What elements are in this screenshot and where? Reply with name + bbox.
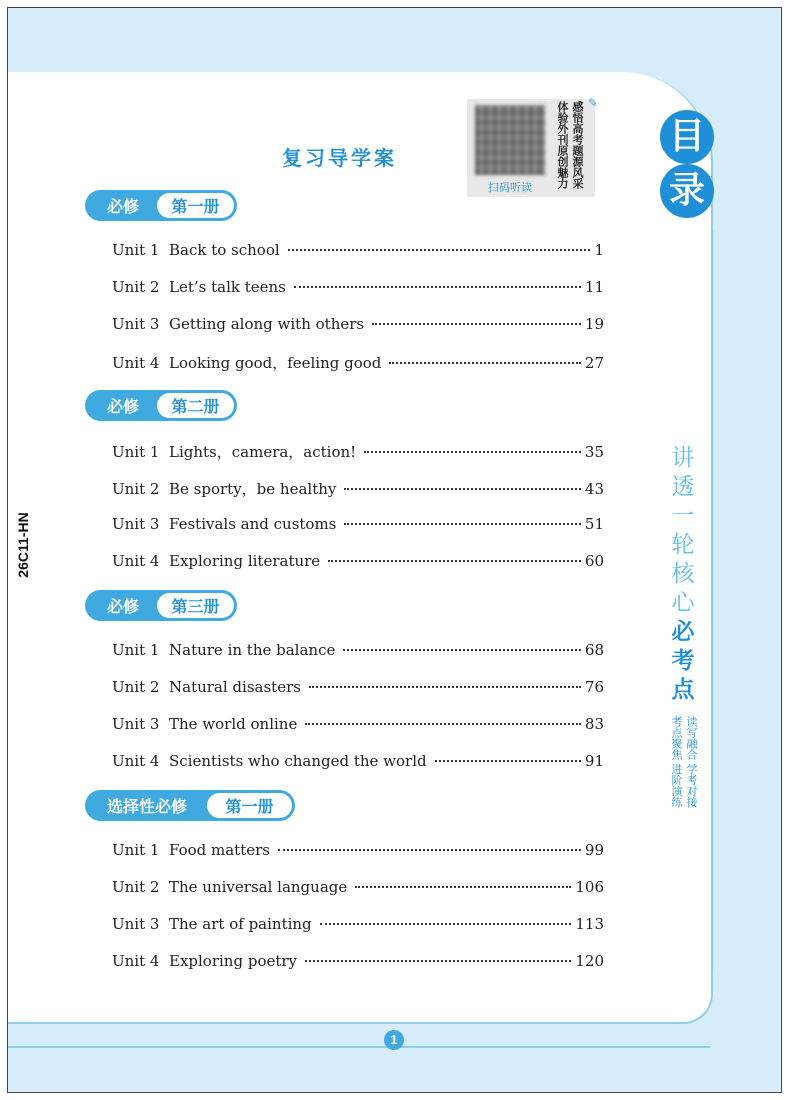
toc-page: 27 [584, 354, 604, 372]
toc-page: 83 [584, 715, 604, 733]
toc-leader [305, 960, 571, 962]
side-code: 26C11-HN [15, 512, 31, 578]
slogan-char: 核 [671, 561, 695, 587]
toc-unit: Unit 3 [112, 315, 160, 333]
toc-leader [320, 923, 572, 925]
toc-leader [343, 649, 581, 651]
slogan-char: 考 [671, 648, 695, 674]
toc-row[interactable] [112, 878, 604, 898]
qr-slogan-2: 体验外刊原创魅力 [556, 101, 569, 189]
slogan-char: 轮 [671, 532, 695, 558]
toc-unit: Unit 4 [112, 752, 160, 770]
toc-title: Exploring literature [169, 552, 321, 570]
section-tag-label: 选择性必修 [107, 797, 188, 816]
toc-unit: Unit 1 [112, 443, 160, 461]
toc-page: 68 [584, 641, 604, 659]
toc-row[interactable] [112, 552, 604, 572]
section-tag-label: 必修 [107, 197, 140, 216]
section-volume: 第三册 [156, 592, 235, 619]
toc-char-top: 目 [660, 110, 714, 164]
toc-row[interactable] [112, 641, 604, 661]
toc-page: 1 [594, 241, 604, 259]
side-subtext-2-label: 考点聚焦 进阶演练 [670, 716, 683, 808]
toc-unit: Unit 3 [112, 915, 160, 933]
toc-unit: Unit 1 [112, 241, 160, 259]
toc-title: Natural disasters [169, 678, 301, 696]
toc-leader [305, 723, 581, 725]
page-title: 复习导学案 [282, 146, 397, 170]
toc-page: 76 [584, 678, 604, 696]
section-tag-3 [85, 590, 237, 621]
side-slogan [666, 444, 700, 705]
side-subtext-2 [669, 716, 683, 808]
toc-row[interactable] [112, 478, 604, 498]
toc-title: Looking good，feeling good [169, 354, 382, 372]
section-tag-label: 必修 [107, 597, 140, 616]
toc-row[interactable] [112, 515, 604, 535]
slogan-char: 必 [671, 619, 695, 645]
toc-title: Back to school [169, 241, 280, 259]
toc-leader [309, 686, 581, 688]
toc-row[interactable] [112, 278, 604, 298]
section-tag-1 [85, 190, 237, 221]
toc-page: 120 [575, 952, 604, 970]
section-tag-4 [85, 790, 295, 821]
bottom-rule [8, 1046, 710, 1048]
toc-row[interactable] [112, 752, 604, 772]
toc-leader [389, 362, 581, 364]
toc-unit: Unit 4 [112, 552, 160, 570]
toc-leader [372, 323, 581, 325]
toc-unit: Unit 2 [112, 878, 160, 896]
toc-page: 60 [584, 552, 604, 570]
qr-label: 扫码听读 [488, 181, 532, 194]
section-volume: 第二册 [156, 392, 235, 419]
slogan-char: 讲 [671, 445, 695, 471]
toc-title: Be sporty，be healthy [169, 480, 337, 498]
toc-title: Lights，camera，action! [169, 443, 357, 461]
toc-page: 99 [584, 841, 604, 859]
toc-row[interactable] [112, 952, 604, 972]
toc-unit: Unit 2 [112, 278, 160, 296]
toc-row[interactable] [112, 915, 604, 935]
decorative-stripes [667, 312, 695, 408]
slogan-char: 点 [671, 677, 695, 703]
toc-leader [278, 849, 581, 851]
side-subtext-1 [684, 716, 698, 808]
toc-title: The universal language [169, 878, 348, 896]
section-volume: 第一册 [156, 192, 235, 219]
toc-row[interactable] [112, 715, 604, 735]
section-tag-label: 必修 [107, 397, 140, 416]
toc-char-bottom: 录 [660, 164, 714, 218]
toc-title: Nature in the balance [169, 641, 336, 659]
toc-row[interactable] [112, 315, 604, 335]
toc-leader [288, 249, 591, 251]
toc-page: 35 [584, 443, 604, 461]
toc-row[interactable] [112, 841, 604, 861]
toc-unit: Unit 2 [112, 678, 160, 696]
qr-slogan-1: 感悟高考题源风采 [571, 101, 584, 189]
toc-row[interactable] [112, 352, 604, 372]
toc-title: The world online [169, 715, 298, 733]
toc-page: 113 [575, 915, 604, 933]
slogan-char: 透 [671, 474, 695, 500]
toc-page: 11 [584, 278, 604, 296]
toc-title: Scientists who changed the world [169, 752, 427, 770]
toc-unit: Unit 1 [112, 841, 160, 859]
toc-title: Exploring poetry [169, 952, 298, 970]
toc-unit: Unit 3 [112, 715, 160, 733]
qr-code-image[interactable] [475, 105, 545, 175]
toc-page: 19 [584, 315, 604, 333]
toc-leader [344, 488, 581, 490]
toc-title: Getting along with others [169, 315, 365, 333]
toc-page: 91 [584, 752, 604, 770]
toc-leader [328, 560, 581, 562]
toc-page: 51 [584, 515, 604, 533]
toc-unit: Unit 2 [112, 480, 160, 498]
toc-row[interactable] [112, 441, 604, 461]
pencil-icon: ✎ [588, 96, 599, 110]
toc-unit: Unit 1 [112, 641, 160, 659]
slogan-char: 一 [671, 503, 695, 529]
side-subtext-1-label: 读写融合 学考对接 [685, 716, 698, 808]
toc-title: The art of painting [169, 915, 312, 933]
toc-title: Festivals and customs [169, 515, 337, 533]
toc-leader [355, 886, 571, 888]
section-volume: 第一册 [206, 792, 293, 819]
section-tag-2 [85, 390, 237, 421]
toc-leader [344, 523, 581, 525]
toc-unit: Unit 3 [112, 515, 160, 533]
toc-row[interactable] [112, 678, 604, 698]
toc-row[interactable] [112, 241, 604, 261]
toc-leader [364, 451, 581, 453]
page-number: 1 [384, 1030, 404, 1050]
toc-page: 106 [575, 878, 604, 896]
toc-title: Let’s talk teens [169, 278, 286, 296]
toc-unit: Unit 4 [112, 952, 160, 970]
toc-page: 43 [584, 480, 604, 498]
toc-leader [435, 760, 581, 762]
toc-leader [294, 286, 581, 288]
toc-unit: Unit 4 [112, 354, 160, 372]
toc-title: Food matters [169, 841, 270, 859]
slogan-char: 心 [671, 590, 695, 616]
